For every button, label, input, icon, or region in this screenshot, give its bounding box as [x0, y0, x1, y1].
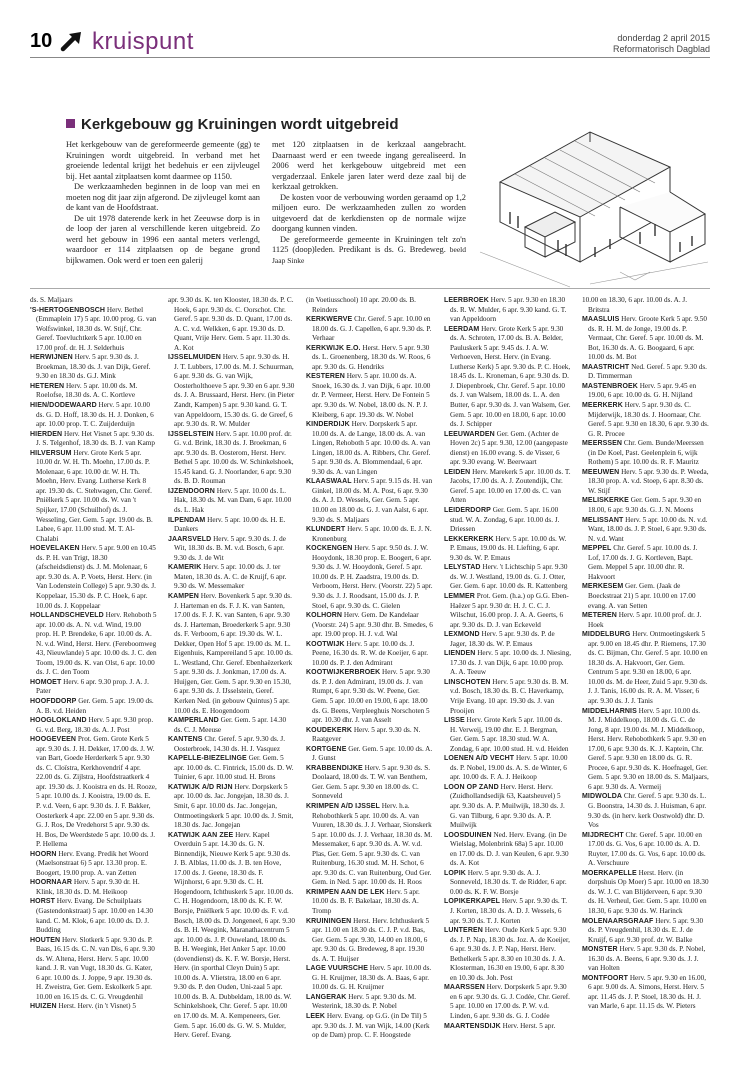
service-details: Herv. Het Visnet 5 apr. 9.30 ds. J. S. Telgenhof, 18.30 ds. B. J. van Kamp [36, 429, 155, 448]
place-name: KLAASWAAL [306, 478, 352, 486]
service-details: Herv. 5 apr. 10.00 prof. dr. G. v.d. Brink, 18.30 ds. J. Broekman, 6 apr. 9.30 ds. B. Oosterom, Herst. Herv. Bethel 5 apr. 10.00 ds. W. Schinkelshoek, 15.45 kand. G. J. Noorlander, 6 apr. 9.30 ds. B. D. Rouman [174, 429, 294, 486]
service-details: Herv. Groote Kerk 5 apr. 9.50 ds. R. H. M. de Jonge, 19.00 ds. P. Vermaat, Chr. Geref. 5 apr. 10.00 ds. M. Bot, 16.30 ds. A. G. Boogaard, 6 apr. 10.00 ds. M. Bot [588, 315, 707, 362]
service-details: Herv. Gem. De Kandelaar (Voorstr. 24) 5 apr. 9.30 dhr. B. Smedes, 6 apr. 19.00 prop. H. J. v.d. Wal [312, 611, 433, 639]
service-details: Herv. Evang. Predik het Woord (Maelsonstraat 6) 5 apr. 13.30 prop. E. Boogert, 19.00 prop. A. van Zetten [36, 849, 149, 877]
list-item [582, 869, 709, 917]
list-item [306, 668, 433, 725]
list-item [168, 735, 295, 754]
place-name: KATWIJK A/D RIJN [168, 783, 233, 791]
service-details: Ger. Gem. 5 apr. 19.00 ds. A. B. v.d. Heiden [36, 696, 154, 715]
service-details: Herv. Oude Kerk 5 apr. 9.30 ds. J. P. Nap, 18.30 ds. Joz. A. de Koeijer, 6 apr. 9.30 ds. J. P. Nap, Herst. Herv. Bethelkerk 5 apr. 8.30 en 10.30 ds. J. A. Klosterman, 16.30 en 19.00, 6 apr. 8.30 en 10.30 ds. Joh. Post [450, 926, 570, 982]
place-name: LEERDAM [444, 325, 480, 333]
list-item [306, 344, 433, 373]
list-item [582, 582, 709, 611]
list-item [306, 544, 433, 611]
place-name: MOERKAPELLE [582, 869, 637, 877]
service-details: Herv. 5 apr. 9.30 ds. S. Doolaard, 18.00 ds. T. W. van Benthem, Ger. Gem. 5 apr. 9.30 en 18.00 ds. C. Sonneveld [312, 763, 431, 801]
newspaper-name: Reformatorisch Dagblad [612, 44, 710, 54]
service-details: Herv. 5 apr. 9.15 ds. H. van Ginkel, 18.00 ds. M. A. Post, 6 apr. 9.30 ds. A. J. D. Wessels, Ger. Gem. 5 apr. 10.00 en 18.00 ds. G. J. van Aalst, 6 apr. 9.30 ds. S. Maljaars [312, 477, 433, 524]
place-name: LOON OP ZAND [444, 783, 499, 791]
service-details: Herv. 5 apr. 10.00 ds. W. P. Emaus, 19.00 ds. H. Liefting, 6 apr. 9.30 ds. W. P. Emaus [450, 534, 567, 562]
place-name: HERWIJNEN [30, 354, 73, 362]
service-details: Herv. Grote Kerk 5 apr. 10.00 ds. H. Verweij, 19.00 dhr. E. J. Bergman, Ger. Gem. 5 apr. 18.30 stud. W. A. Zondag, 6 apr. 10.00 stud. H. v.d. Heiden [450, 716, 569, 753]
place-name: HIERDEN [30, 430, 63, 438]
service-details: Herv. Dorpskerk 5 apr. 10.00 ds. Jac. Jongejan, 18.30 ds. J. Smit, 6 apr. 10.00 ds. Jac. Jongejan, Ontmoetingskerk 5 apr. 10.00 ds. J. Smit, 18.30 ds. Jac. Jongejan [174, 782, 294, 830]
place-name: LEMMER [444, 592, 475, 600]
place-name: MAARTENSDIJK [444, 1022, 501, 1030]
place-name: MAASLUIS [582, 316, 620, 324]
list-item [582, 831, 709, 869]
photo-credit: beeld Jaap Sinke [272, 245, 466, 265]
place-name: LEERBROEK [444, 297, 489, 304]
service-details: Herv. Grote Kerk 5 apr. 9.30 ds. A. Schroten, 17.00 ds. B. A. Belder, Pauluskerk 5 apr. 9.45 ds. J. A. W. Verhoeven, Herst. Herv. (in Evang. Lutherse Kerk) 5 apr. 9.30 ds. P. C. Hoek, 18.45 ds. L. Kroneman, 6 apr. 9.30 ds. D. J. Diepenbroek, Chr. Geref. 5 apr. 10.00 ds. J. van Walsem, 18.00 ds. L. A. den Butter, 6 apr. 9.30 ds. J. van Walsem, Ger. Gem. 5 apr. 10.00 en 18.00, 6 apr. 10.00 ds. J. Schipper [450, 324, 571, 429]
list-item [444, 869, 571, 898]
list-item [444, 783, 571, 831]
service-details: Ger. Gem. 5 apr. 14.30 ds. C. J. Meeuse [174, 716, 287, 734]
service-details: Prot. Gem. (h.a.) op G.G. Eben-Haëzer 5 apr. 9.30 dr. H. J. C. C. J. Wilschut, 16.00 prop. J. A. A. Geerts, 6 apr. 9.30 ds. D. J. van Eckeveld [450, 591, 569, 629]
list-item [168, 563, 295, 592]
place-name: HOEVELAKEN [30, 545, 80, 553]
place-name: MELISKERKE [582, 497, 629, 505]
list-item [444, 325, 571, 430]
service-details: Herv. 5 apr. 9.30 ds. M. Westerink, 18.30 ds. P. Nobel [312, 992, 417, 1011]
service-details: Herv. 5 apr. 9.30 en 18.30 ds. R. W. Mulder, 6 apr. 9.30 kand. G. T. van Appeldoorn [450, 296, 567, 324]
service-details: Herv. 5 apr. 9.50 ds. J. W. Hooydonk, 18.30 prop. E. Boogert, 6 apr. 9.30 ds. J. W. Hooydonk, Geref. 5 apr. 10.00 ds. P. H. Zaadstra, 19.00 ds. D. Verboom, Herst. Herv. (Voorstr. 22) 5 apr. 9.30 ds. J. J. Roodsant, 15.00 ds. J. P. Stoel, 6 apr. 9.30 ds. C. Gielen [312, 544, 433, 610]
list-item [168, 296, 295, 353]
list-item [444, 430, 571, 468]
list-item [444, 678, 571, 716]
place-name: IJSSELSTEIN [168, 430, 214, 438]
service-details: Herv. Evang. op G.G. (in De Til) 5 apr. 9.30 ds. J. M. van Wijk, 14.00 (Kerk op de Dam) prop. C. F. Hoogstede [312, 1012, 430, 1040]
list-item [306, 640, 433, 669]
list-item [306, 726, 433, 745]
list-item [444, 296, 571, 325]
service-details: Chr. Geref. 5 apr. 10.00 en 18.00 ds. G. J. Capellen, 6 apr. 9.30 ds. P. Verhaar [312, 315, 432, 343]
list-item [444, 716, 571, 754]
service-details: Herst. Herv. (in 't Visnet) 5 [58, 1002, 136, 1011]
service-details: (in Voetiusschool) 10 apr. 20.00 ds. B. Reinders [306, 296, 416, 314]
list-item [444, 897, 571, 926]
service-details: Ger. Gem. 5 apr. 9.30 en 18.00, 6 apr. 9.30 ds. G. J. N. Moens [588, 496, 702, 515]
article-paragraph: De werkzaamheden beginnen in de loop van mei en moeten nog dit jaar zijn afgerond. De zijvleugel komt aan de kant van de Hoofdstraat. [66, 182, 260, 212]
publication-date: donderdag 2 april 2015 [617, 33, 710, 43]
list-item [444, 983, 571, 1021]
list-item [582, 630, 709, 706]
list-item [582, 296, 709, 315]
place-name: KOOTWIJK [306, 640, 345, 648]
service-details: Ned. Herv. Evang. (in De Wielslag, Molenbrink 68a) 5 apr. 10.00 en 17.00 ds. D. J. van Keulen, 6 apr. 9.30 ds. A. Kot [450, 830, 569, 868]
listing-column [444, 296, 571, 1031]
list-item [582, 516, 709, 545]
list-item [582, 439, 709, 468]
service-details: Herv. 5 apr. 10.00 prof. dr. J. Hoek [588, 611, 702, 629]
service-details: Herv. 5 apr. 10.00 ds. J. ter Maten, 18.30 ds. A. C. de Kruijf, 6 apr. 9.30 ds. W. Messemaker [174, 563, 287, 591]
list-item [582, 363, 709, 382]
service-details: Chr. Geref. 5 apr. 10.00 ds. J. Lof, 17.00 ds. J. G. Kortleven, Bapt. Gem. Meppel 5 apr. 10.00 dhr. R. Hakvoort [588, 544, 698, 581]
list-item [306, 964, 433, 993]
place-name: LOENEN A/D VECHT [444, 755, 515, 763]
service-details: Herv. 5 apr. 9.30 dr. H. Klink, 18.30 ds. D. M. Heikoop [36, 878, 140, 896]
place-name: KRIMPEN AAN DE LEK [306, 888, 385, 896]
place-name: MAARSSEN [444, 984, 485, 992]
place-name: LOOSDUINEN [444, 831, 492, 839]
list-item [30, 716, 157, 735]
list-item [582, 945, 709, 974]
place-name: MELISSANT [582, 516, 624, 524]
place-name: LEIDERDORP [444, 507, 491, 515]
list-item [306, 888, 433, 917]
list-item [30, 401, 157, 430]
service-details: Herv. 5 apr. 10.00 ds. N. v.d. Want, 18.00 ds. J. P. Stoel, 6 apr. 9.30 ds. N. v.d. Want [588, 515, 708, 543]
service-details: Herst. Herv. Ichthuskerk 5 apr. 11.00 en 18.30 ds. C. J. P. v.d. Bas, Ger. Gem. 5 apr. 9.30, 14.00 en 18.00, 6 apr. 9.30 ds. G. Bredeweg, 8 apr. 19.30 ds. A. T. Huijser [312, 916, 430, 963]
place-name: IJZENDOORN [168, 487, 215, 495]
list-item [306, 477, 433, 525]
place-name: 'S-HERTOGENBOSCH [30, 306, 106, 314]
list-item [582, 707, 709, 793]
place-name: HOLLANDSCHEVELD [30, 612, 104, 620]
place-name: KORTGENE [306, 745, 347, 753]
list-item [168, 353, 295, 429]
place-name: HOUTEN [30, 936, 61, 944]
place-name: KLUNDERT [306, 526, 346, 534]
place-name: MIDDELBURG [582, 631, 631, 639]
service-details: Herv. 5 apr. 10.00 ds. B. F. Bakelaar, 18.30 ds. A. Tromp [312, 887, 420, 915]
place-name: KAPELLE-BIEZELINGE [168, 755, 247, 763]
place-name: MAASTRICHT [582, 363, 630, 371]
date-block [613, 33, 710, 55]
service-details: Herv. 5 apr. 10.00 ds. G. D. Hoff, 18.30 ds. H. J. Donken, 6 apr. 10.00 prop. T. C. Zuijderduijn [36, 401, 154, 429]
place-name: HOORNAAR [30, 879, 73, 887]
list-item [168, 487, 295, 516]
list-item [30, 878, 157, 897]
article-paragraph: De gereformeerde gemeente in Kruiningen telt zo'n 1125 (doop)leden. Predikant is ds. G. Bredeweg. beeld Jaap Sinke [272, 234, 466, 265]
list-item [30, 697, 157, 716]
service-details: Herv. Slotkerk 5 apr. 9.30 ds. P. Baas, 16.15 ds. C. N. van Dis, 6 apr. 9.30 ds. W. Altena, Herst. Herv. 5 apr. 10.00 kand. J. R. van Vugt, 18.30 ds. G. Kater, 6 apr. 10.00 ds. J. Joppe, 9 apr. 19.30 ds. H. Zweistra, Ger. Gem. Eskolkerk 5 apr. 10.00 en 16.15 ds. C. G. Vreugdenhil [36, 935, 155, 1001]
place-name: HOOFDDORP [30, 697, 77, 705]
page-header [30, 28, 710, 54]
place-name: IJSSELMUIDEN [168, 354, 221, 362]
service-details: Chr. Geref. 5 apr. 9.30 ds. J. Oosterbroek, 14.30 ds. H. J. Vasquez [174, 735, 285, 753]
list-item [306, 745, 433, 764]
place-name: KOCKENGEN [306, 545, 353, 553]
place-name: HUIZEN [30, 1003, 57, 1011]
list-item [582, 468, 709, 497]
place-name: KANTENS [168, 736, 203, 744]
service-details: Herv. 5 apr. 9.00 en 10.45 ds. P. H. van Trigt, 18.30 (afscheidsdienst) ds. J. M. Molenaar, 6 apr. 9.30 ds. A. P. Voets, Herst. Herv. (in Van Lodenstein College) 5 apr. 9.30 ds. J. Koppelaar, 15.30 ds. P. C. Hoek, 6 apr. 10.00 ds. J. Koppelaar [36, 544, 156, 610]
list-item [30, 936, 157, 1003]
service-details: Herv. 6 apr. 9.30 prop. J. A. J. Pater [36, 677, 149, 696]
place-name: KRABBENDIJKE [306, 764, 363, 772]
place-name: LISSE [444, 717, 465, 725]
place-name: HOMOET [30, 678, 62, 686]
list-item [30, 306, 157, 354]
service-details: Herv. 5 apr. 9.30 ds. P. de Jager, 18.30 ds. W. P. Emaus [450, 630, 555, 648]
list-item [168, 430, 295, 487]
service-details: Herv. 5 apr. 9.30 ds. A. J. Sonneveld, 18.30 ds. T. de Ridder, 6 apr. 0.00 ds. K. F. W. Borsje [450, 868, 567, 896]
list-item [306, 525, 433, 544]
place-name: MIDWOLDA [582, 793, 623, 801]
list-item [444, 468, 571, 506]
place-name: MEERSSEN [582, 440, 623, 448]
service-details: Herv. Dorpskerk 5 apr. 10.00 ds. A. de Lange, 18.00 ds. A. van Lingen, Rehoboth 5 apr. 10.00 ds. A. van Lingen, 18.00 ds. A. Ribbers, Chr. Geref. 5 apr. 9.30 ds. A. Blommendaal, 6 apr. 9.30 ds. A. van Lingen [312, 420, 431, 476]
place-name: LEEUWARDEN [444, 430, 495, 438]
service-details: Herv. 5 apr. 10.00 ds. M. J. Middelkoop, 18.00 ds. G. C. de Jong, 8 apr. 19.00 ds. M. J. Middelkoop, Herst. Herv. Rehobothkerk 5 apr. 9.30 en 17.00, 6 apr. 9.30 ds. K. J. Kaptein, Chr. Geref. 5 apr. 9.30 en 18.00 ds. G. R. Procee, 6 apr. 9.30 ds. K. Hoefnagel, Ger. Gem. 5 apr. 9.30 en 18.00 ds. S. Maljaars, 6 apr. 9.30 ds. A. Vermeij [588, 706, 709, 791]
list-item [444, 592, 571, 630]
list-item [168, 716, 295, 735]
service-details: Herst. Herv. 5 apr. 9.30 ds. L. Groenenberg, 18.30 ds. W. Roos, 6 apr. 9.30 ds. G. Hendriks [312, 343, 431, 371]
header-rule [30, 57, 710, 58]
list-item [582, 917, 709, 946]
list-item [582, 315, 709, 363]
list-item [444, 831, 571, 869]
square-bullet-icon [66, 119, 75, 128]
listing-column [168, 296, 295, 1041]
place-name: KRUININGEN [306, 917, 352, 925]
listing-column [30, 296, 157, 1012]
place-name: LANGERAK [306, 993, 347, 1001]
place-name: HOORN [30, 850, 57, 858]
listing-column [582, 296, 709, 1012]
list-item [30, 897, 157, 935]
place-name: MASTENBROEK [582, 382, 638, 390]
list-item [168, 516, 295, 535]
service-details: Ger. Gem. 5 apr. 10.00 ds. A. J. Gunst [312, 744, 433, 763]
place-name: KAMPEN [168, 592, 199, 600]
list-item [582, 382, 709, 401]
place-name: KERKWERVE [306, 316, 353, 324]
place-name: LELYSTAD [444, 564, 481, 572]
list-item [168, 592, 295, 716]
service-details: Herv. 5 apr. 9.30 ds. B. M. v.d. Bosch, 18.30 ds. B. C. Haverkamp, Vrije Evang. 10 apr. 19.30 ds. J. van Prooijen [450, 677, 569, 715]
list-item [306, 917, 433, 965]
list-item [582, 611, 709, 630]
article-column-2 [272, 140, 466, 266]
service-details: Herv. Grote Kerk 5 apr. 10.00 dr. W. H. Th. Moehn, 17.00 ds. P. Molenaar, 6 apr. 10.00 dr. W. H. Th. Moehn, Herv. Evang. Lutherse Kerk 8 apr. 19.30 ds. C. Stehwagen, Chr. Geref. Pniëlkerk 5 apr. 10.00 ds. W. van 't Spijker, 17.00 (Schuilhof) ds. J. Wesseling, Ger. Gem. 5 apr. 19.00 ds. B. Labee, 6 apr. 11.00 stud. M. T. Al-Chalabi [36, 448, 153, 543]
service-details: Herv. Ontmoetingskerk 5 apr. 9.00 en 18.45 dhr. P. Riemens, 17.30 ds. C. Bijman, Chr. Geref. 5 apr. 10.00 en 18.30 ds. A. Hakvoort, Ger. Gem. Centrum 5 apr. 9.30 en 18.00, 6 apr. 10.00 ds. M. de Heer, Zuid 5 apr. 9.30 ds. J. J. Tanis, 16.00 ds. R. A. M. Visser, 6 apr. 9.30 ds. J. J. Tanis [588, 630, 708, 705]
list-item [30, 611, 157, 678]
place-name: MIJDRECHT [582, 831, 624, 839]
list-item [306, 611, 433, 640]
service-details: Herst. Herv. (in dorpshuis Op Moer) 5 apr. 10.00 en 18.30 ds. W. J. C. van Blijderveen, 6 apr. 9.30 ds. H. Verheul, Ger. Gem. 5 apr. 10.00 en 18.30, 6 apr. 9.30 ds. W. Harinck [588, 868, 709, 915]
place-name: LIENDEN [444, 650, 476, 658]
article-paragraph: De uit 1978 daterende kerk in het Zeeuwse dorp is in de loop der jaren al verschillende keren uitgebreid. Zo werd het gebouw in 1996 een aantal meters verlengd, waardoor er 114 zitplaatsen op de begane grond bijkwamen. Ook werd er toen een galerij [66, 213, 260, 265]
service-details: Herv. Herst. Herv. (Zuidhollandsedijk 63, Kaatsheuvel) 5 apr. 9.30 ds. A. P. Muilwijk, 18.30 ds. J. G. van Tilburg, 6 apr. 9.30 ds. A. P. Muilwijk [450, 782, 565, 830]
section-name: kruispunt [92, 28, 194, 55]
place-name: KATWIJK AAN ZEE [168, 831, 234, 839]
place-name: MOLENAARSGRAAF [582, 917, 654, 925]
service-details: Herv. 5 apr. 10.00 ds. L. Hak, 18.30 ds. M. van Dam, 6 apr. 10.00 ds. L. Hak [174, 486, 292, 515]
list-item [444, 1022, 571, 1032]
list-item [444, 630, 571, 649]
list-item [168, 535, 295, 564]
list-item [30, 449, 157, 544]
service-details: Herv. 5 apr. 9.45 en 19.00, 6 apr. 10.00 ds. G. H. Nijland [588, 381, 697, 400]
list-item [306, 1012, 433, 1041]
service-details: Herv. 5 apr. 10.00 ds. H. E. Dankers [174, 515, 286, 534]
place-name: JAARSVELD [168, 535, 212, 543]
page-number: 10 [30, 30, 53, 52]
list-item [168, 831, 295, 1041]
list-item [582, 401, 709, 439]
place-name: KOLHORN [306, 612, 343, 620]
article-column-1 [66, 140, 260, 266]
place-name: LEEK [306, 1013, 326, 1021]
place-name: KRIMPEN A/D IJSSEL [306, 802, 380, 810]
place-name: LEIDEN [444, 468, 471, 476]
place-name: MIDDELHARNIS [582, 707, 637, 715]
list-item [582, 544, 709, 582]
list-item [582, 974, 709, 1012]
service-details: Herv. 5 apr. 9.30 en 16.00, 6 apr. 9.00 ds. A. Simons, Herst. Herv. 5 apr. 11.45 ds. J. P. Stoel, 18.30 ds. H. J. van Marle, 6 apr. 11.15 ds. W. Pieters [588, 973, 706, 1011]
place-name: HOOGEVEEN [30, 736, 77, 744]
service-details: Prot. Gem. Grote Kerk 5 apr. 9.30 ds. J. H. Dekker, 17.00 ds. J. W. van Bart, Goede Herderkerk 5 apr. 9.30 ds. C. Cloïstra, Kerkhovendrif 4 apr. 22.00 ds. G. Zijlstra, Hoofdstraatkerk 4 apr. 19.30 ds. J. Kooistra en ds. H. Rooze, 5 apr. 10.00 ds. J. Kooistra, 19.00 ds. E. P. v.d. Veen, 6 apr. 9.30 ds. J. F. Bakker, Oosterkerk 4 apr. 22.00 en 5 apr. 9.30 ds. G. J. Ros, De Vredehorst 5 apr. 9.30 ds. H. Bos, De Weerdstede 5 apr. 10.00 ds. J. P. Hellema [36, 735, 157, 849]
service-details: Herv. 5 apr. 10.00 ds. A. Snoek, 16.30 ds. J. van Dijk, 6 apr. 10.00 dr. P. Vermeer, Herst. Herv. De Fontein 5 apr. 9.30 ds. W. Nobel, 18.00 ds. N. P. J. Kleiberg, 6 apr. 19.30 ds. W. Nobel [312, 372, 431, 419]
listing-column [306, 296, 433, 1041]
place-name: MEEUWEN [582, 468, 620, 476]
list-item [306, 420, 433, 477]
place-name: KAMPERLAND [168, 717, 219, 725]
list-item [30, 430, 157, 449]
place-name: MEERKERK [582, 402, 623, 410]
service-details: Herv. Herst. 5 apr. [502, 1021, 556, 1030]
service-details: Ger. Gem. 5 apr. 16.00 stud. W. A. Zondag, 6 apr. 10.00 ds. J. Driessen [450, 506, 560, 534]
list-item [306, 372, 433, 420]
arrow-icon [60, 30, 84, 52]
article-paragraph: De kosten voor de verbouwing worden geraamd op 1,2 miljoen euro. De werkzaamheden zullen zo worden uitgevoerd dat de kerkdiensten op de normale wijze doorgang kunnen vinden. [272, 192, 466, 233]
service-details: Ger. Gem. (Jaak de Boeckstraat 21) 5 apr. 10.00 en 17.00 evang. A. van Setten [588, 582, 696, 610]
service-details: Herv. 5 apr. 10.00 ds. M. Roelofse, 18.30 ds. A. C. Kortleve [36, 381, 138, 400]
service-details: Herv. 5 apr. 10.00 ds. P. Nobel, 19.00 ds. A. S. de Winter, 6 apr. 10.00 ds. F. A. J. Heikoop [450, 754, 568, 782]
service-details: Herv. 5 apr. 9.30 prop. G. v.d. Berg, 18.30 ds. A. J. Post [36, 716, 154, 734]
place-name: MONSTER [582, 946, 618, 954]
list-item [306, 802, 433, 888]
service-details: Herv. 5 apr. 10.00 ds. J. Peene, 16.30 ds. R. W. de Koeijer, 6 apr. 10.00 ds. P. J. den Admirant [312, 639, 429, 667]
place-name: HETEREN [30, 382, 65, 390]
church-building-drawing [470, 112, 710, 292]
place-name: LOPIK [444, 869, 466, 877]
article-divider [30, 288, 710, 289]
place-name: LEXMOND [444, 631, 480, 639]
service-details: Ger. Gem. (Achter de Hoven 2c) 5 apr. 9.30, 12.00 (aangepaste dienst) en 16.00 evang. S. de Visser, 6 apr. 9.30 evang. W. Beerwaart [450, 429, 568, 467]
service-details: Herv. Marekerk 5 apr. 10.00 ds. T. Jacobs, 17.00 ds. A. J. Zoutendijk, Chr. Geref. 5 apr. 10.00 en 17.00 ds. C. van Atten [450, 467, 571, 505]
service-details: Ger. Gem. 5 apr. 10.00 ds. C. Fintrick, 15.00 ds. D. W. Tuinier, 6 apr. 10.00 stud. H. Brons [174, 754, 294, 782]
list-item [30, 678, 157, 697]
place-name: HORST [30, 898, 55, 906]
service-details: Herv. 5 apr. 10.00 ds. E. J. N. Kronenburg [312, 525, 432, 543]
place-name: LEKKERKERK [444, 535, 494, 543]
list-item [168, 783, 295, 831]
place-name: HOOGLOKLAND [30, 717, 87, 725]
place-name: HILVERSUM [30, 449, 72, 457]
article-headline: Kerkgebouw gg Kruiningen wordt uitgebreid [66, 116, 399, 133]
service-details: Chr. Gem. Bunde/Meerssen (in De Koel, Past. Geelenplein 6, wijk Rothem) 5 apr. 10.00 ds. R. F. Mauritz [588, 439, 704, 467]
service-details: Herv. 5 apr. 9.30 ds. H. J. T. Lubbers, 17.00 ds. M. J. Schuurman, 6 apr. 9.30 ds. G. van Wijk, Oosterholthoeve 5 apr. 9.30 en 6 apr. 9.30 ds. J. A. Brussaard, Herst. Herv. (in Pieter Zandt, Kampen) 5 apr. 9.30 kand. G. T. van Appeldoorn, 15.30 ds. G. de Greef, 6 apr. 9.30 ds. R. W. Mulder [174, 353, 295, 429]
place-name: KINDERDIJK [306, 421, 350, 429]
list-item [30, 544, 157, 611]
service-details: Herv. 5 apr. 9.30 ds. P. J. den Admirant, 19.00 ds. J. van Rumpt, 6 apr. 9.30 ds. W. Peene, Ger. Gem. 5 apr. 10.00 en 19.00, 6 apr. 18.00 ds. G. Beens, Verpleeghuis Norschoten 5 apr. 10.30 dhr. J. van Asselt [312, 668, 430, 725]
service-details: Herv. 5 apr. 10.00 ds. G. H. Kruijmer, 18.30 ds. A. Baas, 6 apr. 10.00 ds. G. H. Kruijmer [312, 964, 432, 992]
list-item [30, 735, 157, 850]
place-name: HIEN/DODEWAARD [30, 402, 97, 410]
service-details: 10.00 en 18.30, 6 apr. 10.00 ds. A. J. Britstra [582, 296, 688, 314]
service-details: Herv. 5 apr. 9.30 ds. J. Broekman, 18.30 ds. J. van Dijk, Geref. 9.30 en 18.30 ds. G.J. Mink [36, 353, 151, 381]
list-item [306, 315, 433, 344]
service-details: Herv. 't Lichtschip 5 apr. 9.30 ds. W. J. Westland, 19.00 ds. G. J. Otter, Ger. Gem. 6 apr. 10.00 ds. R. Kattenberg [450, 563, 568, 591]
list-item [306, 993, 433, 1012]
place-name: KOUDEKERK [306, 726, 353, 734]
service-details: Ned. Geref. 5 apr. 9.30 ds. D. Timmerman [588, 362, 707, 381]
place-name: LUNTEREN [444, 927, 483, 935]
list-item [582, 792, 709, 830]
service-details: Herv. 5 apr. 10.00 ds. J. Niesing, 17.30 ds. J. van Dijk, 6 apr. 10.00 prop. A. A. Teeuw [450, 649, 571, 677]
service-details: Herv. 5 apr. 9.30 ds. P. Weeda, 18.30 prop. A. v.d. Stoep, 6 apr. 8.30 ds. W. Stijf [588, 467, 709, 495]
list-item [30, 353, 157, 382]
service-details: Herv. Kapel Overduin 5 apr. 14.30 ds. G. N. Binnendijk, Nieuwe Kerk 5 apr. 9.30 ds. J. B. Alblas, 11.00 ds. J. B. ten Hove, 17.00 ds. J. Geene, 18.30 ds. F. Wijnhorst, 6 apr. 9.30 ds. C. H. Hogendoorn, Ichthuskerk 5 apr. 10.00 ds. C. H. Hogendoorn, 18.00 ds. K. F. W. Borsje, Pniëlkerk 5 apr. 10.00 ds. F. v.d. Bosch, 18.00 ds. D. Jongeneel, 6 apr. 9.30 ds. B. H. Weegink, Maranathacentrum 5 apr. 10.00 ds. J. P. Ouweland, 18.00 ds. B. H. Weegink, Het Anker 5 apr. 10.00 (dovendienst) ds. K. F. W. Borsje, Herst. Herv. (in sporthal Cleyn Duin) 5 apr. 10.00 ds. A. Vlietstra, 18.00 en 6 apr. 9.30 ds. P. den Ouden, Uni-zaal 5 apr. 10.00 ds. B. A. Dubbeldam, 18.00 ds. W. Schinkelshoek, Chr. Geref. 5 apr. 10.00 en 17.00 ds. M. A. Kempeneers, Ger. Gem. 5 apr. 16.00 ds. G. W. S. Mulder, Herv. Geref. Evang. [174, 830, 295, 1040]
place-name: KERKWIJK E.O. [306, 344, 361, 352]
list-item [306, 764, 433, 802]
service-details: Herv. Bethel (Emmaplein 17) 5 apr. 10.00 prog. G. van Wolfswinkel, 18.30 ds. W. Stijf, Chr. Geref. Toevluchtkerk 5 apr. 10.00 en 17.00 prof. dr. H. J. Selderhuis [36, 305, 157, 352]
service-details: Herv. 5 apr. 9.30 ds. T. J. Korten, 18.30 ds. A. D. J. Wessels, 6 apr. 9.30 ds. T. J. Korten [450, 897, 567, 925]
list-item [444, 649, 571, 678]
article-paragraph: Het kerkgebouw van de gereformeerde gemeente (gg) te Kruiningen wordt uitgebreid. In verband met het groeiende ledental krijgt het bedehuis er een zijvleugel bij. Het aantal zitplaatsen komt daarmee op 1150. [66, 140, 260, 181]
list-item [582, 496, 709, 515]
place-name: MONTFOORT [582, 974, 629, 982]
place-name: METEREN [582, 612, 617, 620]
list-item [444, 535, 571, 564]
service-details: Herv. Bovenkerk 5 apr. 9.30 ds. J. Harteman en ds. F. J. K. van Santen, 17.00 ds. F. J. K. van Santen, 6 apr. 9.30 ds. J. Harteman, Broederkerk 5 apr. 9.30 ds. F. Verboom, 6 apr. 19.30 ds. W. L. Dekker, Open Hof 5 apr. 19.00 ds. M. L. Eigenhuis, Kampereiland 5 apr. 10.00 ds. L. Westland, Chr. Geref. Ebenhaëzerkerk 5 apr. 9.30 ds. J. Jonkman, 17.00 ds. A. Huijgen, Ger. Gem. 5 apr. 9.30 en 15.30, 6 apr. 9.30 ds. J. IJsselstein, Geref. Kerken Ned. (in gebouw Quintus) 5 apr. 10.00 ds. E. Hoogendoorn [174, 591, 293, 715]
service-details: Chr. Geref. 5 apr. 10.00 en 17.00 ds. G. Vos, 6 apr. 10.00 ds. A. D. Ruyter, 17.00 ds. G. Vos, 6 apr. 10.00 ds. A. Verschuure [588, 830, 706, 868]
place-name: KOOTWIJKERBROEK [306, 669, 381, 677]
service-details: Herv. 5 apr. 9.30 ds. P. Vreugdenhil, 18.30 ds. E. J. de Kruijf, 6 apr. 9.30 prof. dr. W. Balke [588, 916, 704, 944]
service-details: ds. S. Maljaars [30, 296, 73, 304]
list-item [444, 506, 571, 535]
list-item [168, 754, 295, 783]
list-item [30, 1002, 157, 1012]
place-name: ILPENDAM [168, 516, 206, 524]
list-item [30, 296, 157, 306]
place-name: LAGE VUURSCHE [306, 965, 368, 973]
list-item [444, 926, 571, 983]
article-paragraph: met 120 zitplaatsen in de kerkzaal aangebracht. Daarnaast werd er een tweede ingang gerealiseerd. In 2006 werd het kerkgebouw uitgebreid met een vergaderzaal. Enkele jaren later werd deze zaal bij de kerkzaal getrokken. [272, 140, 466, 191]
service-details: Herv. 5 apr. 9.30 ds. N. Raatgever [312, 725, 421, 744]
service-details: Herv. Dorpskerk 5 apr. 9.30 en 6 apr. 9.30 ds. G. J. Codée, Chr. Geref. 5 apr. 10.00 en 17.00 ds. P. W. v.d. Linden, 6 apr. 9.30 ds. G. J. Codée [450, 983, 570, 1021]
place-name: LOPIKERKAPEL [444, 898, 501, 906]
list-item [30, 382, 157, 401]
service-details: Herv. Evang. De Schuilplaats (Gastendonkstraat) 5 apr. 10.00 en 14.30 kand. C. M. Klok, 6 apr. 10.00 ds. D. J. Budding [36, 897, 153, 935]
place-name: LINSCHOTEN [444, 678, 491, 686]
place-name: KAMERIK [168, 564, 202, 572]
service-details: Herv. 5 apr. 9.30 ds. P. Nobel, 16.30 ds. A. Beens, 6 apr. 9.30 ds. J. J. van Holten [588, 945, 706, 973]
service-details: Chr. Geref. 5 apr. 9.30 ds. L. G. Boonstra, 14.30 ds. J. Huisman, 6 apr. 9.30 ds. (in herv. kerk Oostwold) dhr. D. Vos [588, 792, 707, 830]
place-name: MERKESEM [582, 583, 624, 591]
place-name: MEPPEL [582, 545, 612, 553]
service-details: Herv. h.a. Rehobothkerk 5 apr. 10.00 ds. A. van Vuuren, 18.30 ds. J. J. Verhaar, Sionskerk 5 apr. 10.00 ds. J. J. Verhaar, 18.30 ds. M. Messemaker, 6 apr. 9.30 ds. A. W. v.d. Plas, Ger. Gem. 5 apr. 9.30 ds. C. van Ruitenburg, 16.30 stud. M. H. Schot, 6 apr. 9.30 ds. C. van Ruitenburg, Oud Ger. Gem. in Ned. 5 apr. 10.00 ds. H. Roos [312, 801, 433, 887]
place-name: KESTEREN [306, 373, 345, 381]
list-item [444, 754, 571, 783]
service-details: apr. 9.30 ds. K. ten Klooster, 18.30 ds. P. C. Hoek, 6 apr. 9.30 ds. C. Oorschot. Chr. Geref. 5 apr. 9.30 ds. D. Quant, 17.00 ds. A. C. v.d. Welkken, 6 apr. 19.30 ds. D. Quant, Vrije Herv. Gem. 5 apr. 11.30 ds. A. Kot [168, 296, 294, 352]
list-item [444, 563, 571, 592]
list-item [306, 296, 433, 315]
list-item [30, 850, 157, 879]
service-details: Herv. 5 apr. 9.30 ds. J. de Wit, 18.30 ds. B. M. v.d. Bosch, 6 apr. 9.30 ds. J. de Wit [174, 534, 286, 562]
service-details: Herv. Rehoboth 5 apr. 10.00 ds. A. N. v.d. Wind, 19.00 prop. H. P. Brendeke, 6 apr. 10.00 ds. A. N. v.d. Wind, Herst. Herv. (Fereboomweg 43, Nieuwlande) 5 apr. 10.00 ds. J. C. den Toom, 19.00 ds. K. van Olst, 6 apr. 10.00 ds. J. C. den Toom [36, 611, 157, 677]
service-details: Herv. 5 apr. 9.30 ds. C. Mijderwijk, 18.30 ds. J. Hoornaar, Chr. Geref. 5 apr. 9.30 en 18.30, 6 apr. 9.30 ds. G. R. Procee [588, 401, 709, 438]
